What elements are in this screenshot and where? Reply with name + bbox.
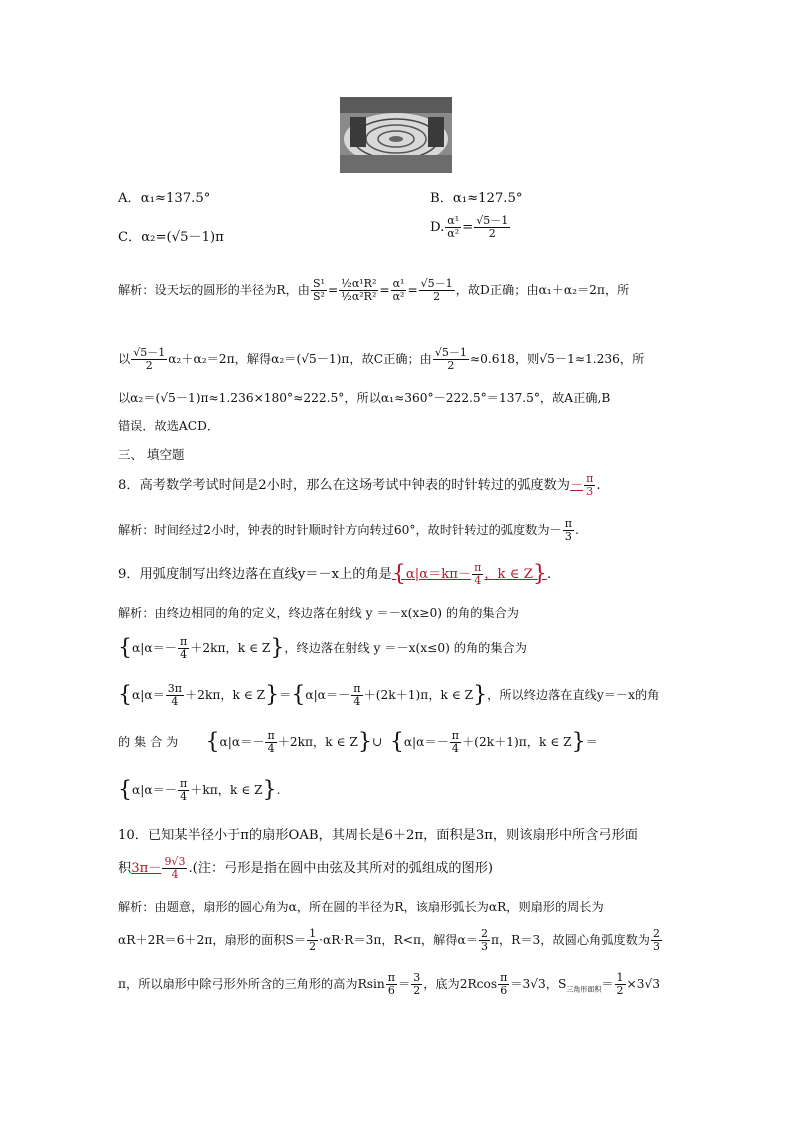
q8-solution: 解析：时间经过2小时，钟表的时针顺时针方向转过60°，故时针转过的弧度数为－ $\frac{\pi}{3}$ .	[118, 517, 579, 543]
q10-answer: 3π－ $\frac{9√3}{4}$	[131, 855, 186, 881]
q9-solution-line-3: {α|α＝ $\frac{3\pi}{4}$ ＋2kπ，k ∈ Z}＝{α|α＝－ $\frac{\pi}{4}$ ＋(2k＋1)π，k ∈ Z}，所以终边落在直线y＝－x的角	[118, 682, 660, 708]
q9-solution-line-1: 解析：由终边相同的角的定义，终边落在射线 y ＝－x(x≥0) 的角的集合为	[118, 606, 519, 620]
option-b: B．α₁≈127.5°	[430, 191, 523, 206]
q9-solution-line-5: {α|α＝－ $\frac{\pi}{4}$ ＋kπ，k ∈ Z}.	[118, 777, 281, 803]
q9-question: 9．用弧度制写出终边落在直线y＝－x上的角是{α|α＝kπ－ $\frac{\pi}{4}$ ，k ∈ Z}.	[118, 561, 552, 587]
q10-solution-line-1: 解析：由题意，扇形的圆心角为α，所在圆的半径为R，该扇形弧长为αR，则扇形的周长为	[118, 900, 604, 914]
q9-answer: {α|α＝kπ－ $\frac{\pi}{4}$ ，k ∈ Z}	[391, 561, 547, 587]
q7-solution-line-4: 错误．故选ACD．	[118, 419, 220, 433]
q7-solution-line-3: 以α₂＝(√5－1)π≈1.236×180°≈222.5°，所以α₁≈360°－222.5°＝137.5°，故A正确,B	[118, 391, 611, 405]
option-d: D. $\frac{\text{α¹}}{\text{α²}}$ = $\frac{√5-1}{2}$	[430, 214, 509, 240]
option-c: C．α₂=(√5－1)π	[118, 230, 224, 245]
q10-solution-line-2: αR＋2R＝6＋2π，扇形的面积S＝ $\frac{1}{2}$ ·αR·R＝3π，R<π，解得α＝ $\frac{2}{3}$ π，R＝3，故圆心角弧度数为 $\frac{2}{3}$	[118, 927, 660, 953]
option-a: A．α₁≈137.5°	[118, 191, 211, 206]
q9-solution-line-4: 的 集 合 为 {α|α＝－ $\frac{\pi}{4}$ ＋2kπ，k ∈ Z}∪ {α|α＝－ $\frac{\pi}{4}$ ＋(2k＋1)π，k ∈ Z}＝	[118, 729, 598, 755]
temple-of-heaven-photo	[340, 97, 452, 173]
section-heading-fill-in: 三、 填空题	[118, 447, 185, 462]
q10-question-line-1: 10．已知某半径小于π的扇形OAB，其周长是6＋2π，面积是3π，则该扇形中所含弓形面	[118, 828, 638, 843]
q10-question-line-2: 积3π－ $\frac{9√3}{4}$ .(注：弓形是指在圆中由弦及其所对的弧组成的图形)	[118, 855, 494, 881]
q8-answer: － $\frac{\pi}{3}$	[569, 472, 594, 498]
q7-solution-line-2: 以 $\frac{√5-1}{2}$ α₂＋α₂＝2π，解得α₂＝(√5－1)π，故C正确；由 $\frac{√5-1}{2}$ ≈0.618，则√5－1≈1.236，所	[118, 346, 645, 372]
q7-solution-line-1: 解析：设天坛的圆形的半径为R，由 $\frac{\text{S¹}}{\text{S²}}$ = $\frac{\text{½α¹R²}}{\text{½α²R²}}$ = $\frac{\text{α¹}}{\text{α²}}$ = $\frac{√5-1}{2}$ ，故D正确；由α₁＋α₂＝2π，所	[118, 277, 630, 303]
q10-solution-line-3: π，所以扇形中除弓形外所含的三角形的高为Rsin $\frac{\pi}{6}$ ＝ $\frac{3}{2}$ ，底为2Rcos $\frac{\pi}{6}$ ＝3√3，$S_{三角形面积}=$ $\frac{1}{2}$ ×3√3	[118, 971, 661, 997]
q9-solution-line-2: {α|α＝－ $\frac{\pi}{4}$ ＋2kπ，k ∈ Z}，终边落在射线 y ＝－x(x≤0) 的角的集合为	[118, 635, 527, 661]
q8-question: 8．高考数学考试时间是2小时，那么在这场考试中钟表的时针转过的弧度数为－ $\frac{\pi}{3}$ .	[118, 472, 601, 498]
